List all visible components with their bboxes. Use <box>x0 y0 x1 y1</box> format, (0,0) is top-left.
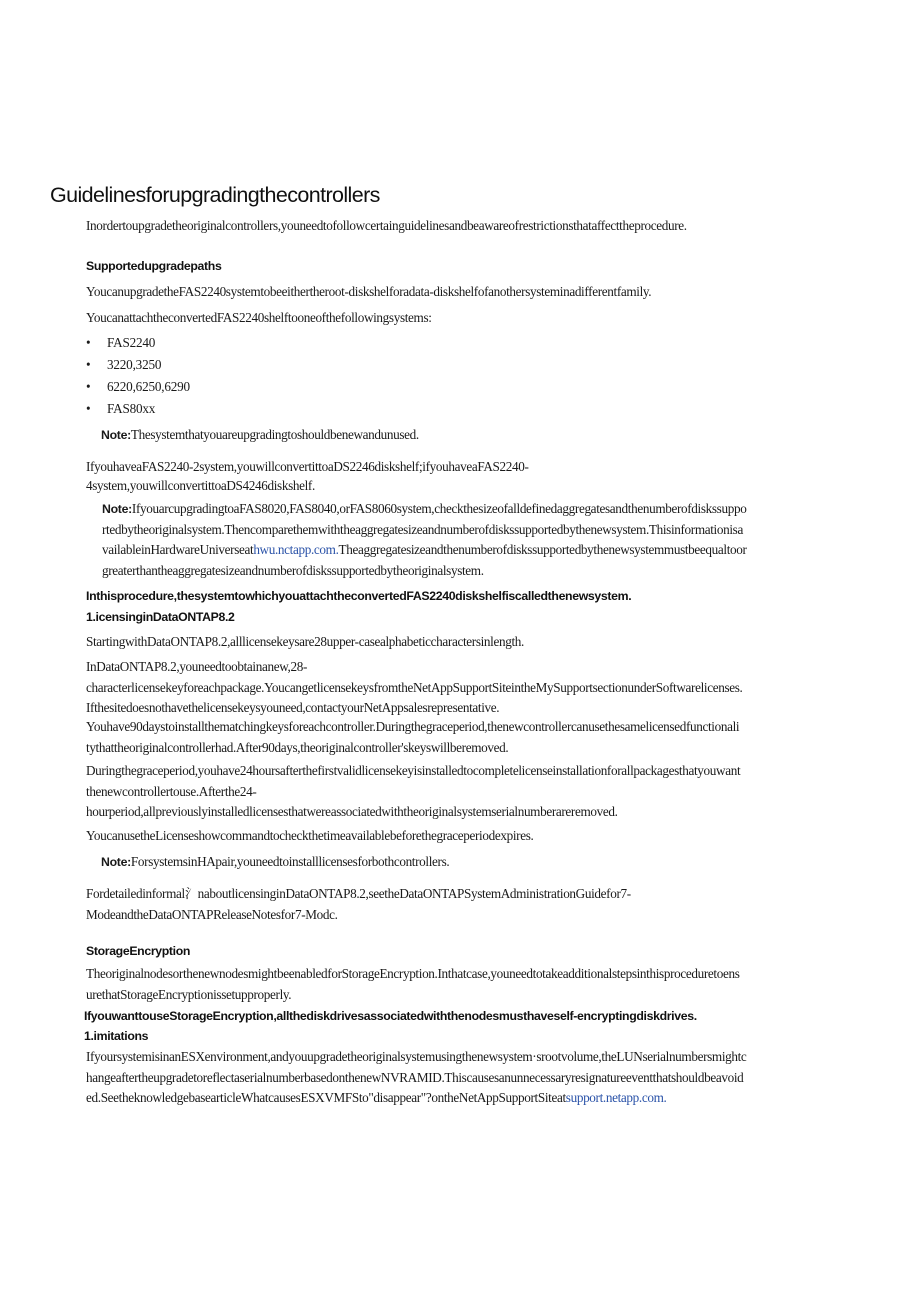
storage-paragraph-1: TheoriginalnodesorthenewnodesmightbeenabledforStorageEncryption.Inthatcase,youneedtotakeadditionalstepsinthisproceduretoens urethatStorageEncryptionissetupproperly. <box>86 966 740 1002</box>
bullet: • <box>86 401 91 416</box>
licensing-paragraph-4: Duringthegraceperiod,youhave24hoursafterthefirstvalidlicensekeyisinstalledtocompletelicenseinstallationforallpackagesthatyouwant thenewcontrollertouse.Afterthe24- hourperiod,allpreviouslyinstalledlicensesthatwereassociatedwiththeoriginalsystemserialnumberareremoved. <box>86 763 741 819</box>
note-label: Note: <box>102 502 132 516</box>
list-item: • FAS2240 <box>86 332 190 354</box>
supported-paragraph-1: YoucanupgradetheFAS2240systemtobeeithertheroot-diskshelforadata-diskshelfofanothersysteminadifferentfamily. <box>86 284 652 299</box>
note-fas80xx: Note:IfyouarcupgradingtoaFAS8020,FAS8040,orFAS8060system,checkthesizeofalldefinedaggregatesandthenumberofdiskssuppo rtedbytheoriginalsystem.Thencomparethemwiththeaggregatesizeandnumberofdiskssupportedbythenewsystem.Thisinformationisa vailableinHardwareUniverseathwu.nctapp.com.Theaggregatesizeandthenumberofdiskssupportedbythenewsystemmustbeequaltoor greaterthantheaggregatesizeandnumberofdiskssupportedbytheoriginalsystem. <box>102 501 747 578</box>
bold-statement-new-system: Inthisprocedure,thesystemtowhichyouattachtheconvertedFAS2240diskshelfiscalledthenewsystem. <box>86 589 632 603</box>
licensing-paragraph-3: Youhave90daystoinstallthematchingkeysforeachcontroller.Duringthegraceperiod,thenewcontrollercanusethesamelicensedfunctionali tythattheoriginalcontrollerhad.After90days,theoriginalcontroller'skeyswillberemoved. <box>86 719 740 755</box>
page-title: Guidelinesforupgradingthecontrollers <box>50 183 380 207</box>
support-link[interactable]: support.netapp.com. <box>565 1090 667 1105</box>
bullet: • <box>86 335 91 350</box>
licensing-paragraph-2: InDataONTAP8.2,youneedtoobtainanew,28- characterlicensekeyforeachpackage.YoucangetlicensekeysfromtheNetAppSupportSiteintheMySupportsectionunderSoftwarelicenses. Ifthesitedoesnothavethelicensekeysyouneed,contactyourNetAppsalesrepresentative. <box>86 659 743 715</box>
note-new-unused: Note:Thesystemthatyouareupgradingtoshouldbenewandunused. <box>101 427 419 442</box>
intro-paragraph: Inordertoupgradetheoriginalcontrollers,youneedtofollowcertainguidelinesandbeawareofrestrictionsthataffecttheprocedure. <box>86 218 687 233</box>
licensing-paragraph-1: StartingwithDataONTAP8.2,alllicensekeysare28upper-casealphabeticcharactersinlength. <box>86 634 524 649</box>
supported-paragraph-2: YoucanattachtheconvertedFAS2240shelftooneofthefollowingsystems: <box>86 310 432 325</box>
licensing-paragraph-5: YoucanusetheLicenseshowcommandtocheckthetimeavailablebeforethegraceperiodexpires. <box>86 828 534 843</box>
list-item: • FAS80xx <box>86 398 190 420</box>
section-heading-limitations: 1.imitations <box>84 1029 149 1043</box>
section-heading-storage-encryption: StorageEncryption <box>86 944 191 958</box>
list-item: • 6220,6250,6290 <box>86 376 190 398</box>
licensing-paragraph-6: Fordetailedinformal氵naboutlicensinginDataONTAP8.2,seetheDataONTAPSystemAdministrationGuidefor7- ModeandtheDataONTAPReleaseNotesfor7-Modc. <box>86 886 631 922</box>
note-label: Note: <box>101 855 131 869</box>
supported-paragraph-3: IfyouhaveaFAS2240-2system,youwillconvertittoaDS2246diskshelf;ifyouhaveaFAS2240- 4system,youwillconvertittoaDS4246diskshelf. <box>86 459 529 493</box>
section-heading-supported-paths: Supportedupgradepaths <box>86 259 222 273</box>
bullet: • <box>86 357 91 372</box>
section-heading-licensing: 1.icensinginDataONTAP8.2 <box>86 610 235 624</box>
note-ha-pair: Note:ForsystemsinHApair,youneedtoinstalllicensesforbothcontrollers. <box>101 854 450 869</box>
limitations-paragraph: IfyoursystemisinanESXenvironment,andyouupgradetheoriginalsystemusingthenewsystem·srootvolume,theLUNserialnumbersmightc hangeaftertheupgradetoreflectaserialnumberbasedonthenewNVRAMID.Thiscausesanunnecessaryresignatureeventthatshouldbeavoid ed.SeetheknowledgebasearticleWhatcausesESXVMFSto"disappear"?ontheNetAppSupportSiteatsupport.netapp.com. <box>86 1049 747 1105</box>
system-list <box>86 332 190 420</box>
list-item: • 3220,3250 <box>86 354 190 376</box>
bold-statement-encryption: IfyouwanttouseStorageEncryption,allthediskdrivesassociatedwiththenodesmusthaveself-encryptingdiskdrives. <box>84 1009 697 1023</box>
note-label: Note: <box>101 428 131 442</box>
hwu-link[interactable]: hwu.nctapp.com. <box>253 542 339 557</box>
bullet: • <box>86 379 91 394</box>
